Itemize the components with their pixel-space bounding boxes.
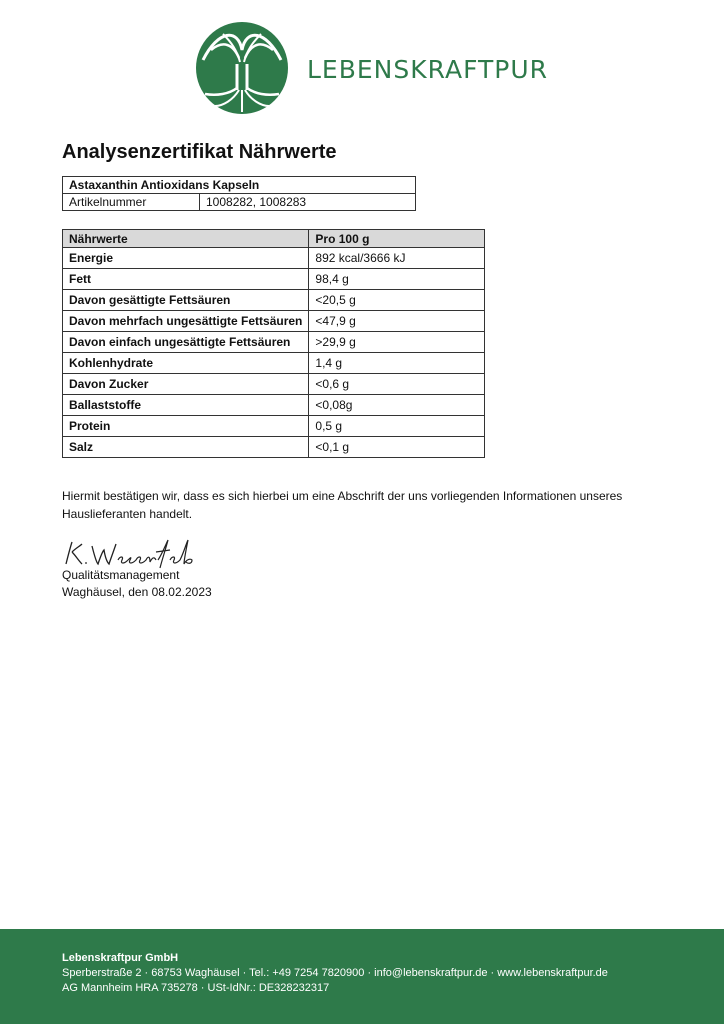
- table-row: [63, 416, 485, 437]
- tree-logo-icon: [193, 20, 291, 116]
- signature-role: Qualitätsmanagement: [62, 568, 180, 582]
- nutrient-label: Davon Zucker: [63, 374, 309, 395]
- handwritten-signature: [62, 538, 202, 570]
- footer-registry: AG Mannheim HRA 735278 · USt-IdNr.: DE328232317: [62, 982, 330, 994]
- table-row: [63, 353, 485, 374]
- footer: [0, 929, 724, 1024]
- nutrient-value: 0,5 g: [309, 416, 485, 437]
- table-row: [63, 437, 485, 458]
- confirmation-text: Hiermit bestätigen wir, dass es sich hierbei um eine Abschrift der uns vorliegenden Informationen unseres Hauslieferanten handelt.: [62, 489, 623, 521]
- product-table: [62, 176, 416, 211]
- nutrient-value: <20,5 g: [309, 290, 485, 311]
- article-number-value: 1008282, 1008283: [200, 194, 416, 211]
- product-name-row: [63, 177, 416, 194]
- table-row: [63, 290, 485, 311]
- nutrient-value: 98,4 g: [309, 269, 485, 290]
- nutrient-value: 1,4 g: [309, 353, 485, 374]
- article-number-label: Artikelnummer: [63, 194, 200, 211]
- nutrient-value: <0,6 g: [309, 374, 485, 395]
- article-number-row: [63, 194, 416, 211]
- nutrient-label: Salz: [63, 437, 309, 458]
- nutrient-label: Energie: [63, 248, 309, 269]
- nutrient-label: Ballaststoffe: [63, 395, 309, 416]
- nutrition-header-label: Nährwerte: [63, 230, 309, 248]
- page-title: Analysenzertifikat Nährwerte: [62, 141, 337, 163]
- nutrient-value: 892 kcal/3666 kJ: [309, 248, 485, 269]
- nutrient-label: Davon gesättigte Fettsäuren: [63, 290, 309, 311]
- nutrient-value: <47,9 g: [309, 311, 485, 332]
- nutrient-label: Davon einfach ungesättigte Fettsäuren: [63, 332, 309, 353]
- table-row: [63, 374, 485, 395]
- nutrient-label: Kohlenhydrate: [63, 353, 309, 374]
- nutrition-header-value: Pro 100 g: [309, 230, 485, 248]
- nutrition-table: [62, 229, 485, 458]
- nutrient-label: Fett: [63, 269, 309, 290]
- footer-company: Lebenskraftpur GmbH: [62, 952, 179, 964]
- brand-name: LEBENSKRAFTPUR: [307, 55, 549, 84]
- brand-logo: [193, 20, 563, 116]
- nutrient-value: <0,08g: [309, 395, 485, 416]
- product-name: Astaxanthin Antioxidans Kapseln: [63, 177, 416, 194]
- footer-address: Sperberstraße 2 · 68753 Waghäusel · Tel.: +49 7254 7820900 · info@lebenskraftpur.de · www.lebenskraftpur.de: [62, 967, 608, 979]
- nutrient-label: Davon mehrfach ungesättigte Fettsäuren: [63, 311, 309, 332]
- nutrition-header-row: [63, 230, 485, 248]
- table-row: [63, 248, 485, 269]
- table-row: [63, 395, 485, 416]
- table-row: [63, 269, 485, 290]
- nutrient-value: <0,1 g: [309, 437, 485, 458]
- nutrient-label: Protein: [63, 416, 309, 437]
- table-row: [63, 311, 485, 332]
- table-row: [63, 332, 485, 353]
- nutrient-value: >29,9 g: [309, 332, 485, 353]
- signature-place-date: Waghäusel, den 08.02.2023: [62, 585, 212, 599]
